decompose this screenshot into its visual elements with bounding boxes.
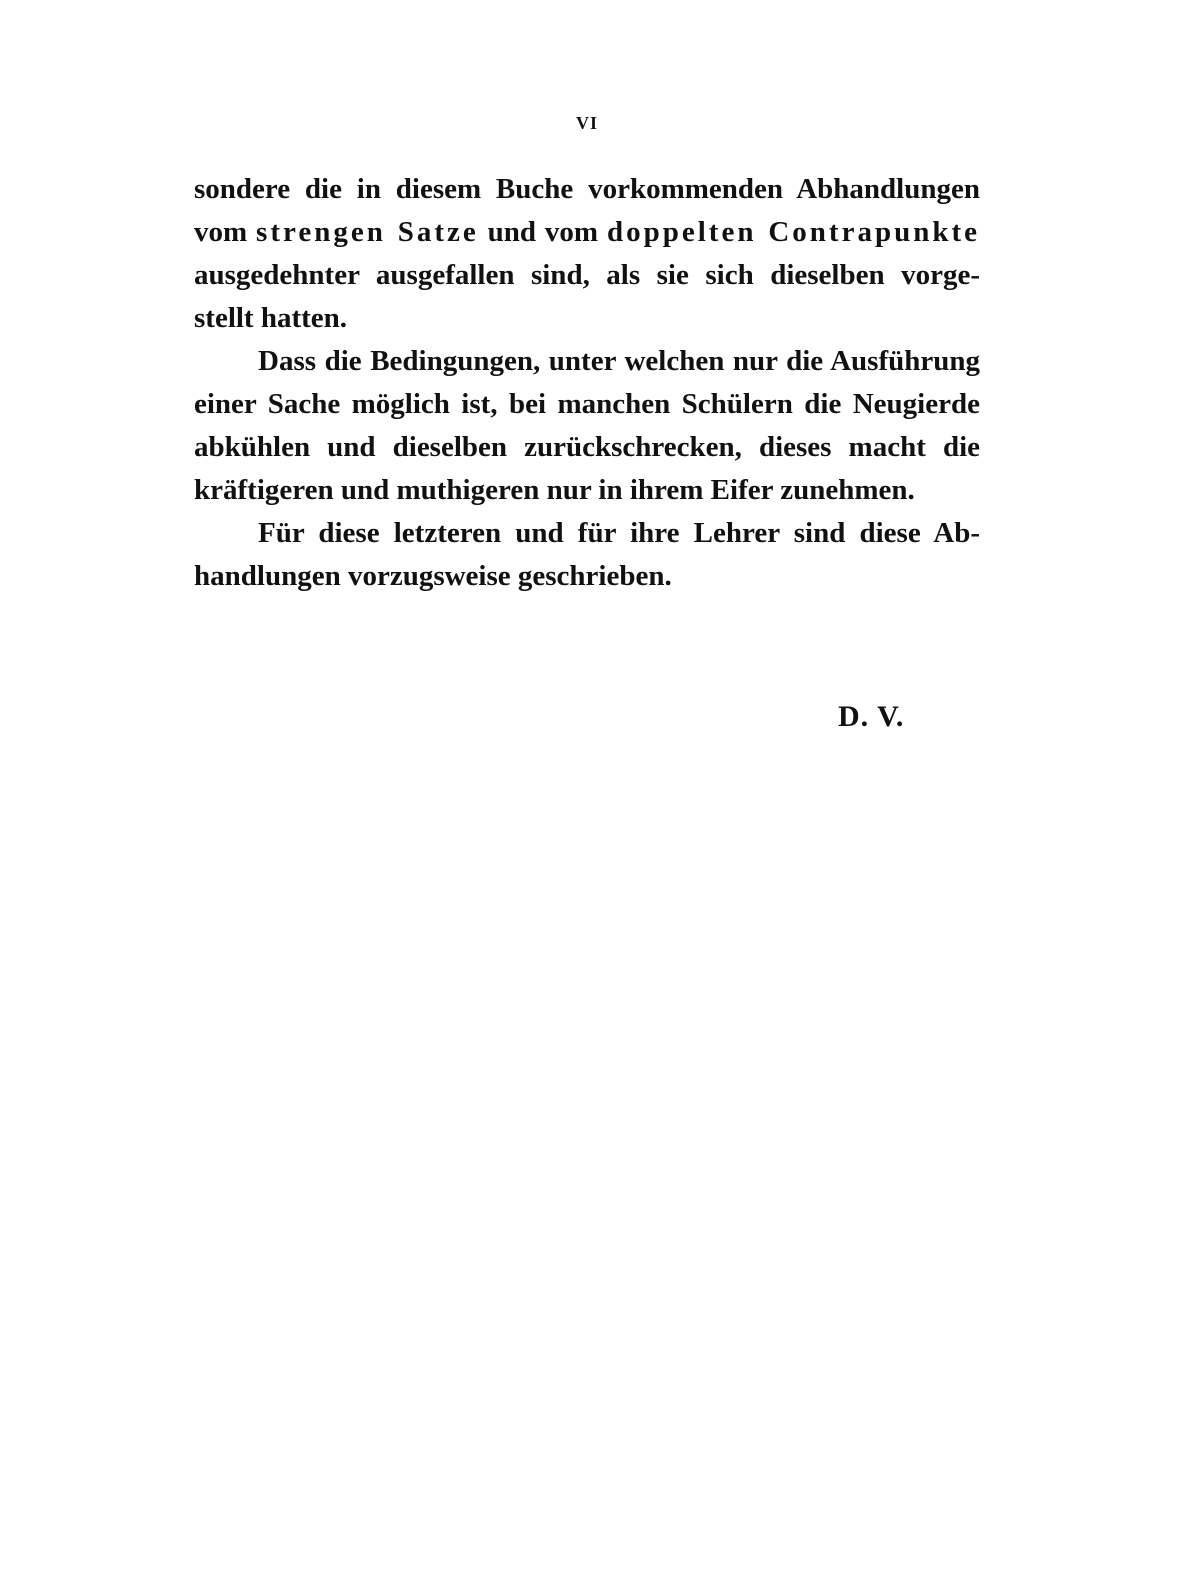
- text-line: abkühlen und dieselben zurückschrecken, dieses macht die: [194, 431, 980, 463]
- body-text: [194, 168, 980, 598]
- page-number: VI: [576, 113, 599, 133]
- text-line: stellt hatten.: [194, 302, 348, 334]
- text-line: Für diese letzteren und für ihre Lehrer sind diese Ab-: [258, 517, 980, 549]
- text-line: ausgedehnter ausgefallen sind, als sie sich dieselben vorge-: [194, 259, 980, 291]
- text-fragment: vom: [194, 216, 257, 248]
- text-line: Dass die Bedingungen, unter welchen nur die Ausführung: [258, 345, 980, 377]
- text-line: [194, 211, 980, 254]
- text-line: einer Sache möglich ist, bei manchen Schülern die Neugierde: [194, 388, 980, 420]
- emphasized-term-strengen-satze: strengen Satze: [256, 216, 479, 248]
- text-fragment: und vom: [478, 216, 607, 248]
- text-line: sondere die in diesem Buche vorkommenden Abhandlungen: [194, 173, 980, 205]
- emphasized-term-doppelten-contrapunkte: doppelten Contrapunkte: [606, 216, 980, 248]
- signature: D. V.: [838, 700, 905, 733]
- text-line: kräftigeren und muthigeren nur in ihrem Eifer zunehmen.: [194, 474, 915, 506]
- text-line: handlungen vorzugsweise geschrieben.: [194, 560, 672, 592]
